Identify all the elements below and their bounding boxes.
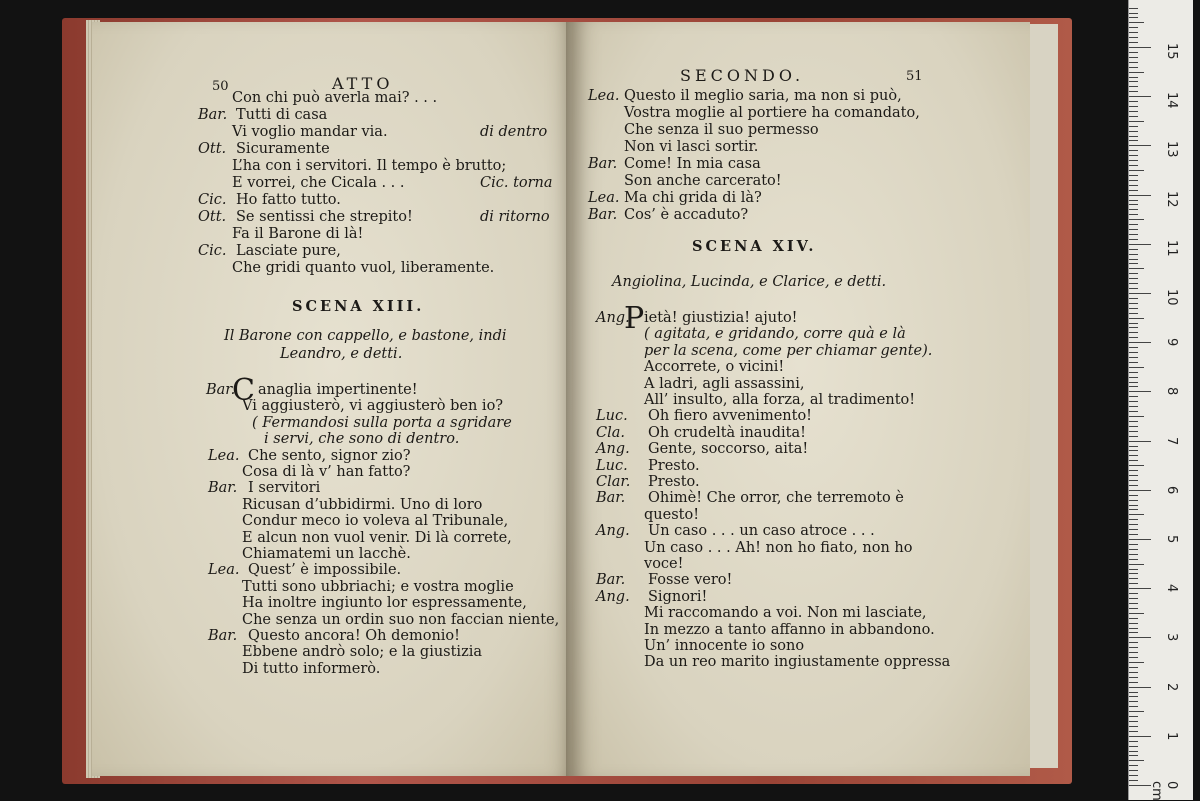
ruler-tick — [1129, 372, 1138, 373]
ruler-tick — [1129, 327, 1138, 328]
ruler-tick — [1129, 603, 1138, 604]
speaker-label: Ang. — [596, 523, 630, 540]
ruler-tick — [1129, 8, 1138, 9]
ruler-tick — [1129, 421, 1138, 422]
ruler-label: 9 — [1164, 338, 1179, 347]
measurement-ruler — [1128, 0, 1193, 800]
ruler-tick — [1129, 411, 1138, 412]
ruler-tick — [1129, 416, 1144, 417]
verse-line: Chiamatemi un lacchè. — [242, 546, 411, 562]
ruler-label: 6 — [1164, 485, 1179, 495]
running-head: ATTO — [332, 74, 394, 93]
ruler-tick — [1129, 736, 1151, 737]
ruler-tick — [1129, 170, 1144, 171]
ruler-tick — [1129, 337, 1138, 338]
ruler-tick — [1129, 632, 1138, 633]
ruler-tick — [1129, 224, 1138, 225]
ruler-tick — [1129, 623, 1138, 624]
ruler-tick — [1129, 598, 1138, 599]
verse-line: Ebbene andrò solo; e la giustizia — [242, 644, 482, 661]
verse-line: Un’ innocente io sono — [644, 638, 805, 654]
ruler-tick — [1129, 721, 1138, 722]
ruler-tick — [1129, 470, 1138, 471]
ruler-tick — [1129, 519, 1138, 520]
verse-line: anaglia impertinente! — [258, 382, 418, 398]
verse-line: Ho fatto tutto. — [236, 192, 341, 208]
ruler-tick — [1129, 386, 1138, 387]
speaker-label: Bar. — [588, 156, 618, 172]
ruler-tick — [1129, 460, 1138, 461]
ruler-tick — [1129, 259, 1138, 260]
speaker-label: Lea. — [208, 447, 240, 464]
speaker-label: Ott. — [198, 141, 227, 157]
ruler-tick — [1129, 347, 1138, 348]
ruler-tick — [1129, 298, 1138, 299]
ruler-tick — [1129, 514, 1144, 515]
ruler-tick — [1129, 308, 1138, 309]
verse-line: Che senza un ordin suo non faccian niente, — [242, 611, 560, 628]
ruler-tick — [1129, 406, 1138, 407]
verse-line: per la scena, come per chiamar gente). — [644, 342, 933, 359]
verse-line: Vi aggiusterò, vi aggiusterò ben io? — [242, 398, 504, 415]
ruler-tick — [1129, 214, 1138, 215]
ruler-tick — [1129, 342, 1151, 343]
scene-title: SCENA XIII. — [292, 298, 425, 315]
ruler-label: 12 — [1164, 190, 1179, 208]
stage-direction: di dentro — [480, 124, 548, 140]
ruler-tick — [1129, 500, 1138, 501]
ruler-tick — [1129, 195, 1151, 196]
ruler-tick — [1129, 96, 1151, 97]
speaker-label: Bar. — [208, 628, 238, 644]
ruler-tick — [1129, 642, 1138, 643]
verse-line: Ohimè! Che orror, che terremoto è — [648, 490, 904, 507]
ruler-label: 14 — [1164, 92, 1179, 109]
ruler-tick — [1129, 254, 1138, 255]
ruler-tick — [1129, 204, 1138, 205]
ruler-label: 0 cm — [1149, 781, 1179, 801]
ruler-tick — [1129, 391, 1151, 392]
verse-line: Condur meco io voleva al Tribunale, — [242, 513, 509, 530]
ruler-tick — [1129, 441, 1151, 442]
scene-persons-2: Leandro, e detti. — [280, 346, 403, 362]
ruler-tick — [1129, 77, 1138, 78]
ruler-tick — [1129, 608, 1138, 609]
ruler-tick — [1129, 288, 1138, 289]
ruler-tick — [1129, 480, 1138, 481]
verse-line: ( Fermandosi sulla porta a sgridare — [252, 414, 512, 431]
ruler-tick — [1129, 57, 1138, 58]
ruler-tick — [1129, 455, 1138, 456]
ruler-tick — [1129, 554, 1138, 555]
verse-line: ( agitata, e gridando, corre quà e là — [644, 326, 906, 343]
ruler-tick — [1129, 278, 1138, 279]
ruler-tick — [1129, 136, 1138, 137]
ruler-tick — [1129, 37, 1138, 38]
ruler-tick — [1129, 696, 1138, 697]
ruler-tick — [1129, 121, 1144, 122]
ruler-tick — [1129, 86, 1138, 87]
ruler-tick — [1129, 131, 1138, 132]
ruler-tick — [1129, 377, 1138, 378]
ruler-tick — [1129, 32, 1138, 33]
verse-line: Presto. — [648, 457, 700, 474]
ruler-tick — [1129, 313, 1138, 314]
right-page — [572, 22, 1030, 776]
ruler-tick — [1129, 165, 1138, 166]
ruler-tick — [1129, 47, 1151, 48]
ruler-tick — [1129, 155, 1138, 156]
ruler-tick — [1129, 91, 1138, 92]
verse-line: Questo il meglio saria, ma non si può, — [624, 88, 902, 104]
ruler-tick — [1129, 509, 1138, 510]
ruler-tick — [1129, 150, 1138, 151]
ruler-tick — [1129, 273, 1138, 274]
ruler-tick — [1129, 544, 1138, 545]
ruler-tick — [1129, 490, 1151, 491]
ruler-tick — [1129, 647, 1138, 648]
verse-line: Oh crudeltà inaudita! — [648, 424, 806, 441]
ruler-tick — [1129, 268, 1144, 269]
speaker-label: Bar. — [206, 382, 236, 398]
ruler-tick — [1129, 234, 1138, 235]
verse-line: All’ insulto, alla forza, al tradimento! — [644, 392, 916, 408]
ruler-tick — [1129, 426, 1138, 427]
verse-line: Son anche carcerato! — [624, 173, 782, 189]
ruler-tick — [1129, 539, 1151, 540]
ruler-tick — [1129, 229, 1138, 230]
ruler-tick — [1129, 27, 1138, 28]
verse-line: i servi, che sono di dentro. — [264, 431, 460, 448]
ruler-tick — [1129, 549, 1138, 550]
speaker-label: Lea. — [208, 562, 240, 579]
left-page — [92, 22, 574, 776]
ruler-tick — [1129, 106, 1138, 107]
ruler-tick — [1129, 17, 1138, 18]
ruler-tick — [1129, 534, 1138, 535]
verse-line: Presto. — [648, 474, 700, 490]
verse-line: Lasciate pure, — [236, 243, 341, 259]
ruler-tick — [1129, 770, 1138, 771]
page-number: 51 — [906, 69, 923, 84]
verse-line: Un caso . . . Ah! non ho fiato, non ho — [644, 539, 913, 556]
ruler-tick — [1129, 323, 1138, 324]
speaker-label: Ott. — [198, 209, 227, 225]
ruler-tick — [1129, 362, 1138, 363]
ruler-tick — [1129, 396, 1138, 397]
speaker-label: Cic. — [198, 192, 227, 208]
verse-line: Un caso . . . un caso atroce . . . — [648, 523, 875, 540]
ruler-tick — [1129, 682, 1138, 683]
ruler-tick — [1129, 711, 1144, 712]
verse-line: Accorrete, o vicini! — [644, 359, 785, 376]
ruler-tick — [1129, 687, 1151, 688]
ruler-label: 13 — [1164, 141, 1179, 158]
ruler-tick — [1129, 593, 1138, 594]
ruler-tick — [1129, 450, 1138, 451]
ruler-tick — [1129, 244, 1151, 245]
speaker-label: Luc. — [596, 408, 628, 425]
ruler-tick — [1129, 367, 1144, 368]
ruler-tick — [1129, 505, 1138, 506]
verse-line: Se sentissi che strepito! — [236, 209, 413, 225]
ruler-tick — [1129, 716, 1138, 717]
verse-line: Ricusan d’ubbidirmi. Uno di loro — [242, 496, 483, 513]
stage-direction: Cic. torna — [480, 175, 553, 191]
ruler-tick — [1129, 13, 1138, 14]
ruler-tick — [1129, 446, 1138, 447]
ruler-tick — [1129, 303, 1138, 304]
ruler-label: 10 — [1164, 289, 1179, 306]
ruler-tick — [1129, 701, 1138, 702]
scene-persons: Angiolina, Lucinda, e Clarice, e detti. — [612, 274, 887, 290]
verse-line: questo! — [644, 506, 700, 523]
ruler-tick — [1129, 731, 1138, 732]
ruler-tick — [1129, 672, 1138, 673]
speaker-label: Lea. — [588, 88, 620, 104]
ruler-tick — [1129, 559, 1138, 560]
speaker-label: Clar. — [596, 474, 631, 490]
ruler-tick — [1129, 72, 1144, 73]
ruler-tick — [1129, 588, 1151, 589]
ruler-label: 8 — [1164, 387, 1179, 396]
ruler-tick — [1129, 116, 1138, 117]
verse-line: Questo ancora! Oh demonio! — [248, 628, 460, 644]
verse-line: Mi raccomando a voi. Non mi lasciate, — [644, 605, 927, 622]
verse-line: Ma chi grida di là? — [624, 190, 762, 206]
verse-line: Signori! — [648, 588, 708, 605]
ruler-tick — [1129, 42, 1138, 43]
ruler-tick — [1129, 529, 1138, 530]
ruler-tick — [1129, 209, 1138, 210]
verse-line: Vostra moglie al portiere ha comandato, — [624, 105, 920, 121]
ruler-tick — [1129, 583, 1138, 584]
verse-line: Come! In mia casa — [624, 156, 761, 172]
speaker-label: Bar. — [208, 480, 238, 497]
verse-line: Cos’ è accaduto? — [624, 207, 749, 223]
ruler-tick — [1129, 524, 1138, 525]
verse-line: Con chi può averla mai? . . . — [232, 90, 438, 106]
ruler-tick — [1129, 755, 1138, 756]
ruler-tick — [1129, 775, 1138, 776]
speaker-label: Bar. — [588, 207, 618, 223]
ruler-label: 7 — [1164, 436, 1179, 445]
speaker-label: Bar. — [596, 572, 626, 589]
ruler-tick — [1129, 22, 1144, 23]
ruler-tick — [1129, 283, 1138, 284]
ruler-label: 1 — [1164, 731, 1179, 741]
speaker-label: Luc. — [596, 457, 628, 474]
verse-line: voce! — [644, 556, 684, 572]
verse-line: A ladri, agli assassini, — [644, 375, 805, 392]
verse-line: Ha inoltre ingiunto lor espressamente, — [242, 595, 527, 612]
ruler-tick — [1129, 613, 1144, 614]
ruler-tick — [1129, 706, 1138, 707]
speaker-label: Bar. — [198, 107, 228, 123]
ruler-tick — [1129, 219, 1144, 220]
speaker-label: Cic. — [198, 243, 227, 259]
verse-line: Fa il Barone di là! — [232, 226, 364, 242]
ruler-tick — [1129, 637, 1151, 638]
ruler-tick — [1129, 662, 1144, 663]
ruler-tick — [1129, 357, 1138, 358]
verse-line: Che sento, signor zio? — [248, 447, 411, 464]
verse-line: Cosa di là v’ han fatto? — [242, 464, 411, 480]
ruler-tick — [1129, 263, 1138, 264]
speaker-label: Ang. — [596, 441, 630, 458]
verse-line: I servitori — [248, 480, 321, 497]
ruler-tick — [1129, 352, 1138, 353]
ruler-tick — [1129, 200, 1138, 201]
verse-line: Gente, soccorso, aita! — [648, 441, 809, 458]
ruler-tick — [1129, 760, 1144, 761]
ruler-tick — [1129, 145, 1151, 146]
verse-line: Da un reo marito ingiustamente oppressa — [644, 654, 951, 671]
scene-title: SCENA XIV. — [692, 238, 817, 255]
speaker-label: Ang. — [596, 588, 630, 605]
ruler-tick — [1129, 692, 1138, 693]
verse-line: E vorrei, che Cicala . . . — [232, 175, 405, 191]
ruler-tick — [1129, 475, 1138, 476]
ruler-tick — [1129, 175, 1138, 176]
ruler-label: 4 — [1164, 584, 1179, 593]
verse-line: Che senza il suo permesso — [624, 122, 819, 138]
ruler-tick — [1129, 569, 1138, 570]
ruler-label: 15 — [1164, 43, 1179, 60]
ruler-tick — [1129, 332, 1138, 333]
verse-line: Tutti di casa — [236, 107, 328, 123]
speaker-label: Ang. — [596, 310, 630, 326]
ruler-tick — [1129, 618, 1138, 619]
speaker-label: Lea. — [588, 190, 620, 206]
ruler-tick — [1129, 741, 1138, 742]
ruler-label: 5 — [1164, 535, 1179, 544]
ruler-tick — [1129, 318, 1144, 319]
ruler-tick — [1129, 628, 1138, 629]
ruler-tick — [1129, 101, 1138, 102]
ruler-label: 3 — [1164, 633, 1179, 642]
ruler-tick — [1129, 667, 1138, 668]
ruler-tick — [1129, 573, 1138, 574]
ruler-tick — [1129, 677, 1138, 678]
ruler-tick — [1129, 495, 1138, 496]
verse-line: ietà! giustizia! ajuto! — [644, 310, 798, 326]
ruler-tick — [1129, 726, 1138, 727]
ruler-tick — [1129, 126, 1138, 127]
ruler-label: 11 — [1164, 239, 1179, 257]
ruler-tick — [1129, 431, 1138, 432]
ruler-tick — [1129, 780, 1138, 781]
ruler-tick — [1129, 485, 1138, 486]
ruler-tick — [1129, 185, 1138, 186]
drop-cap: P — [624, 301, 645, 336]
ruler-tick — [1129, 239, 1138, 240]
verse-line: Oh fiero avvenimento! — [648, 408, 812, 425]
ruler-tick — [1129, 52, 1138, 53]
ruler-tick — [1129, 765, 1138, 766]
page-number: 50 — [212, 79, 229, 94]
ruler-label: 2 — [1164, 682, 1179, 691]
ruler-tick — [1129, 436, 1138, 437]
stage-direction: di ritorno — [480, 209, 550, 225]
verse-line: E alcun non vuol venir. Di là correte, — [242, 529, 512, 546]
ruler-tick — [1129, 111, 1138, 112]
ruler-tick — [1129, 382, 1138, 383]
verse-line: Sicuramente — [236, 141, 330, 157]
verse-line: Non vi lasci sortir. — [624, 139, 759, 155]
speaker-label: Bar. — [596, 490, 626, 507]
ruler-tick — [1129, 746, 1138, 747]
ruler-tick — [1129, 578, 1138, 579]
ruler-tick — [1129, 67, 1138, 68]
ruler-tick — [1129, 140, 1138, 141]
ruler-tick — [1129, 564, 1144, 565]
verse-line: In mezzo a tanto affanno in abbandono. — [644, 621, 935, 638]
ruler-tick — [1129, 160, 1138, 161]
ruler-tick — [1129, 62, 1138, 63]
ruler-tick — [1129, 180, 1138, 181]
ruler-tick — [1129, 751, 1138, 752]
ruler-tick — [1129, 657, 1138, 658]
verse-line: Quest’ è impossibile. — [248, 562, 402, 579]
verse-line: Di tutto informerò. — [242, 660, 381, 677]
scene-persons-1: Il Barone con cappello, e bastone, indi — [224, 328, 507, 344]
verse-line: L’ha con i servitori. Il tempo è brutto; — [232, 158, 507, 174]
ruler-tick — [1129, 81, 1138, 82]
ruler-tick — [1129, 785, 1151, 786]
ruler-tick — [1129, 401, 1138, 402]
verse-line: Tutti sono ubbriachi; e vostra moglie — [242, 578, 514, 595]
verse-line: Fosse vero! — [648, 572, 733, 589]
verse-line: Che gridi quanto vuol, liberamente. — [232, 260, 495, 276]
drop-cap: C — [232, 373, 255, 408]
ruler-tick — [1129, 190, 1138, 191]
ruler-tick — [1129, 293, 1151, 294]
ruler-tick — [1129, 465, 1144, 466]
speaker-label: Cla. — [596, 424, 625, 441]
ruler-tick — [1129, 249, 1138, 250]
ruler-tick — [1129, 652, 1138, 653]
verse-line: Vi voglio mandar via. — [232, 124, 388, 140]
running-head: SECONDO. — [680, 66, 805, 85]
